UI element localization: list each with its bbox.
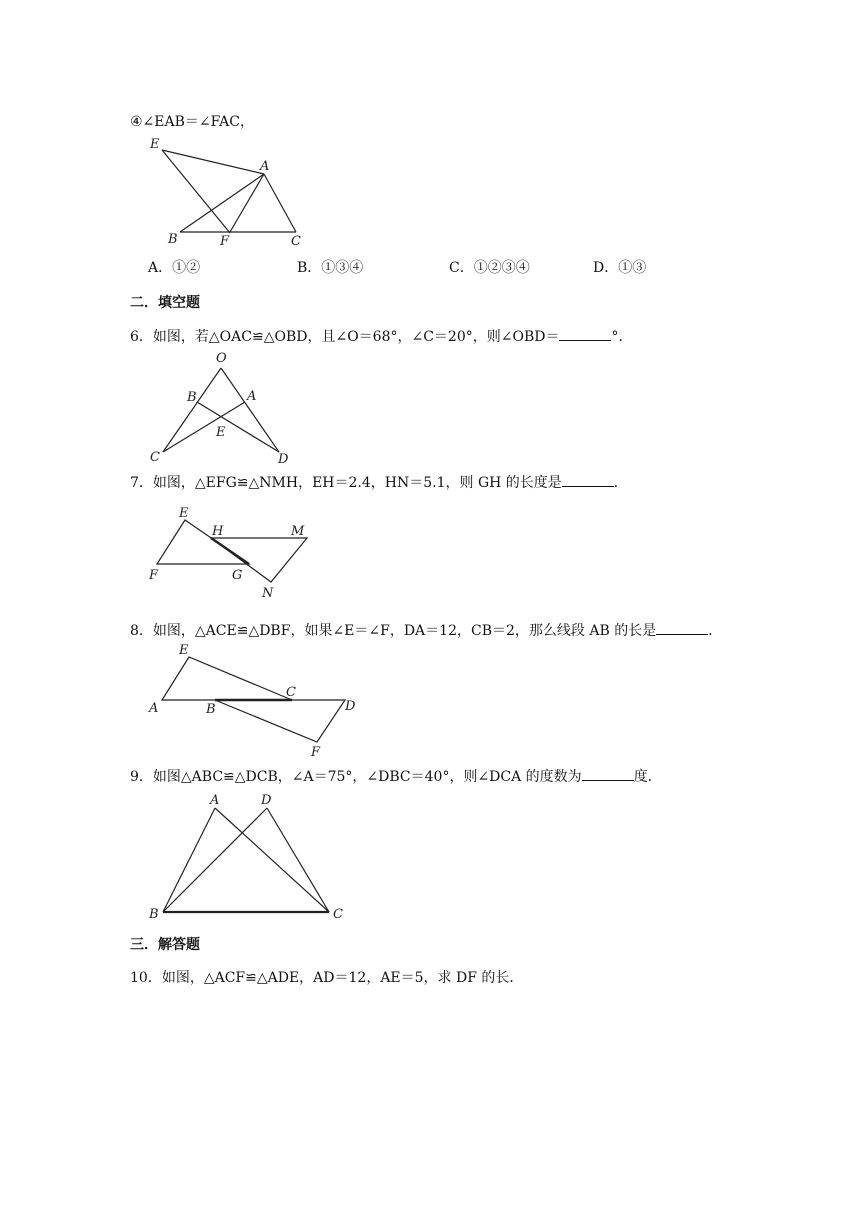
question-8-text: 8．如图，△ACE≌△DBF，如果∠E＝∠F，DA＝12，CB＝2，那么线段 AB 的长是 (130, 623, 657, 639)
option-c[interactable]: C．①②③④ (449, 260, 530, 276)
label-a: A (149, 701, 159, 716)
question-6-suffix: °． (611, 329, 633, 345)
question-7-suffix: ． (613, 475, 628, 491)
segment-ea (162, 150, 264, 174)
label-b: B (206, 702, 216, 717)
label-m: M (291, 524, 305, 539)
label-o: O (216, 351, 227, 366)
question-5-condition-4: ④∠EAB＝∠FAC， (130, 114, 254, 130)
label-c: C (286, 685, 296, 700)
label-c: C (150, 450, 160, 465)
label-f: F (149, 568, 159, 583)
segment-af (230, 174, 264, 232)
question-8 (130, 620, 722, 641)
triangle-dbf (215, 700, 345, 742)
segment-ac (215, 808, 329, 912)
segment-bd (197, 402, 279, 452)
label-d: D (345, 699, 356, 714)
label-d: D (278, 452, 289, 467)
label-e: E (179, 506, 189, 521)
answer-blank-6[interactable] (559, 326, 611, 341)
label-b: B (168, 232, 178, 247)
segment-oc (163, 368, 221, 452)
section-solution-title: 三．解答题 (130, 937, 200, 953)
triangle-nmh (211, 538, 307, 582)
label-e: E (150, 137, 160, 152)
label-f: F (220, 234, 230, 249)
question-10: 10．如图，△ACF≌△ADE，AD＝12，AE＝5，求 DF 的长． (130, 970, 524, 986)
segment-dc (267, 808, 329, 912)
label-e: E (179, 643, 189, 658)
option-d[interactable]: D．①③ (593, 260, 647, 276)
answer-blank-7[interactable] (562, 472, 614, 487)
segment-hg (211, 538, 249, 564)
question-7 (130, 472, 628, 493)
question-9 (130, 766, 662, 787)
label-f: F (311, 745, 321, 760)
segment-od (221, 368, 279, 452)
option-b[interactable]: B．①③④ (297, 260, 364, 276)
segment-ac (264, 174, 296, 232)
triangle-efg (157, 520, 249, 564)
label-h: H (212, 524, 224, 539)
figure-q8 (145, 640, 365, 760)
label-b: B (149, 907, 159, 922)
answer-blank-8[interactable] (656, 620, 708, 635)
question-6 (130, 326, 632, 347)
label-c: C (333, 907, 343, 922)
label-a: A (260, 159, 270, 174)
triangle-ace (162, 657, 292, 700)
figure-q6 (145, 348, 305, 468)
question-6-text: 6．如图，若△OAC≌△OBD，且∠O＝68°，∠C＝20°，则∠OBD＝ (130, 329, 560, 345)
segment-db (163, 808, 267, 912)
label-g: G (232, 568, 243, 583)
figure-q7 (145, 500, 325, 604)
segment-ac (163, 402, 245, 452)
answer-blank-9[interactable] (582, 766, 634, 781)
label-n: N (262, 586, 274, 601)
label-a: A (247, 389, 257, 404)
option-a[interactable]: A．①② (148, 260, 201, 276)
section-fill-in-title: 二．填空题 (130, 295, 200, 311)
label-a: A (210, 793, 220, 808)
question-9-text: 9．如图△ABC≌△DCB，∠A＝75°，∠DBC＝40°，则∠DCA 的度数为 (130, 769, 582, 785)
label-e: E (216, 425, 226, 440)
label-d: D (261, 793, 272, 808)
label-c: C (291, 234, 301, 249)
question-7-text: 7．如图，△EFG≌△NMH，EH＝2.4，HN＝5.1，则 GH 的长度是 (130, 475, 562, 491)
question-9-suffix: 度． (633, 769, 662, 785)
question-8-suffix: ． (708, 623, 723, 639)
figure-q5 (140, 130, 320, 250)
segment-ab (163, 808, 215, 912)
figure-q9 (145, 790, 355, 930)
label-b: B (187, 390, 197, 405)
